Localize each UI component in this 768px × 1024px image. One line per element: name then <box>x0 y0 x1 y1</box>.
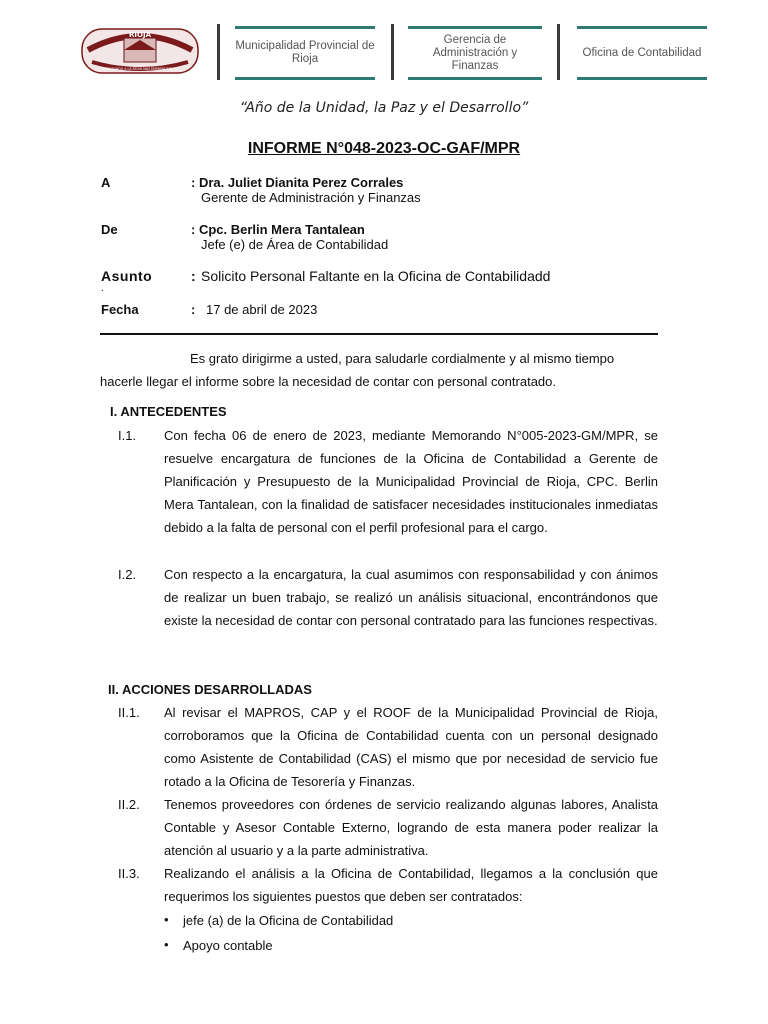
date-value: 17 de abril de 2023 <box>206 302 318 317</box>
header-box-office <box>577 26 707 80</box>
stray-dot: . <box>101 283 104 294</box>
separator-rule <box>100 333 658 335</box>
item-text: Tenemos proveedores con órdenes de servicio realizando algunas labores, Analista Contable y Asesor Contable Externo, logrando de esta manera poder realizar la atención al usuario y a la parte administrativa. <box>164 797 658 858</box>
bullet-item: jefe (a) de la Oficina de Contabilidad <box>183 913 394 928</box>
header-divider <box>391 24 394 80</box>
municipality-name: Municipalidad Provincial de Rioja <box>235 40 375 65</box>
item-number: I.2. <box>118 567 137 582</box>
from-role: Jefe (e) de Área de Contabilidad <box>201 237 389 252</box>
item-text: Realizando el análisis a la Oficina de Contabilidad, llegamos a la conclusión que requerimos los siguientes puestos que deben ser contratados: <box>164 866 658 904</box>
intro-line-2: hacerle llegar el informe sobre la necesidad de contar con personal contratado. <box>100 374 556 389</box>
municipal-logo <box>80 28 200 74</box>
section-heading-antecedentes: I. ANTECEDENTES <box>110 404 227 419</box>
item-number: II.3. <box>118 866 140 881</box>
year-motto: “Año de la Unidad, la Paz y el Desarrollo” <box>239 100 529 116</box>
to-label: A <box>101 175 111 190</box>
item-number: II.1. <box>118 705 140 720</box>
section-heading-acciones: II. ACCIONES DESARROLLADAS <box>108 682 312 697</box>
subject-label: Asunto <box>101 268 153 284</box>
management-name: Gerencia de Administración y Finanzas <box>432 33 518 72</box>
header-box-management <box>408 26 542 80</box>
from-label: De <box>101 222 118 237</box>
bullet-dot: • <box>164 937 169 952</box>
date-label: Fecha <box>101 302 139 317</box>
from-name: : Cpc. Berlin Mera Tantalean <box>191 222 365 237</box>
subject-colon: : <box>191 268 196 284</box>
report-title: INFORME N°048-2023-OC-GAF/MPR <box>247 140 521 157</box>
bullet-item: Apoyo contable <box>183 938 273 953</box>
item-number: II.2. <box>118 797 140 812</box>
item-text: Con fecha 06 de enero de 2023, mediante Memorando N°005-2023-GM/MPR, se resuelve encargatura de funciones de la Oficina de Contabilidad a Gerente de Planificación y Presupuesto de la Municipalidad Provincial de Rioja, CPC. Berlin Mera Tantalean, con la finalidad de satisfacer necesidades institucionales inmediatas debido a la falta de personal con el perfil profesional para el cargo. <box>164 428 658 535</box>
svg-text:RIOJA: RIOJA <box>129 31 151 39</box>
item-text: Con respecto a la encargatura, la cual asumimos con responsabilidad y con ánimos de realizar un buen trabajo, se realizó un análisis situacional, encontrándonos que existe la necesidad de contar con personal contratado para las funciones respectivas. <box>164 567 658 628</box>
intro-line-1: Es grato dirigirme a usted, para saludarle cordialmente y al mismo tiempo <box>190 351 615 366</box>
item-number: I.1. <box>118 428 137 443</box>
date-colon: : <box>191 302 196 317</box>
subject-value: Solicito Personal Faltante en la Oficina de Contabilidadd <box>201 268 551 284</box>
header-divider <box>217 24 220 80</box>
office-name: Oficina de Contabilidad <box>582 46 702 59</box>
to-name: : Dra. Juliet Dianita Perez Corrales <box>191 175 404 190</box>
header-box-municipality <box>235 26 375 80</box>
svg-text:INTEGRANDO A LA SELVA MAS EMPR: INTEGRANDO A LA SELVA MAS EMPRENDEDORA <box>101 67 179 71</box>
to-role: Gerente de Administración y Finanzas <box>201 190 421 205</box>
item-text: Al revisar el MAPROS, CAP y el ROOF de la Municipalidad Provincial de Rioja, corroboramos que la Oficina de Contabilidad cuenta con un personal designado como Asistente de Contabilidad (CAS) el mismo que por necesidad de servicio fue rotado a la Oficina de Tesorería y Finanzas. <box>164 705 658 789</box>
bullet-dot: • <box>164 912 169 927</box>
header-divider <box>557 24 560 80</box>
